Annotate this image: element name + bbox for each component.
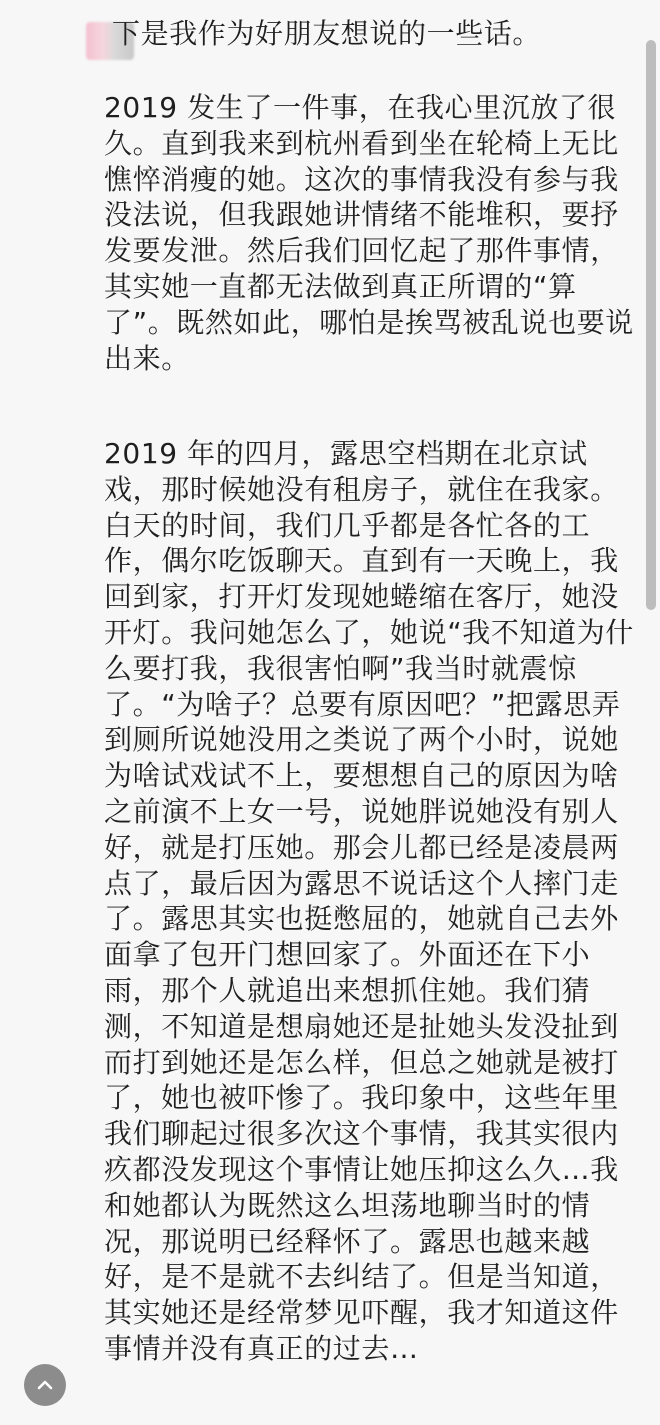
intro-line: 下是我作为好朋友想说的一些话。 (112, 17, 542, 50)
paragraph-1: 2019 发生了一件事，在我心里沉放了很久。直到我来到杭州看到坐在轮椅上无比憔悴消瘦的她。这次的事情我没有参与我没法说，但我跟她讲情绪不能堆积，要抒发要发泄。然后我们回忆起了那件事情，其实她一直都无法做到真正所谓的“算了”。既然如此，哪怕是挨骂被乱说也要说出来。 (104, 91, 634, 375)
scrollbar-thumb[interactable] (646, 40, 656, 610)
back-to-top-button[interactable] (24, 1364, 66, 1406)
paragraph-2: 2019 年的四月，露思空档期在北京试戏，那时候她没有租房子，就住在我家。白天的时间，我们几乎都是各忙各的工作，偶尔吃饭聊天。直到有一天晚上，我回到家，打开灯发现她蜷缩在客厅，她没开灯。我问她怎么了，她说“我不知道为什么要打我，我很害怕啊”我当时就震惊了。“为啥子？总要有原因吧？”把露思弄到厕所说她没用之类说了两个小时，说她为啥试戏试不上，要想想自己的原因为啥之前演不上女一号，说她胖说她没有别人好，就是打压她。那会儿都已经是凌晨两点了，最后因为露思不说话这个人摔门走了。露思其实也挺憋屈的，她就自己去外面拿了包开门想回家了。外面还在下小雨，那个人就追出来想抓住她。我们猜测，不知道是想扇她还是扯她头发没扯到而打到她还是怎么样，但总之她就是被打了，她也被吓惨了。我印象中，这些年里我们聊起过很多次这个事情，我其实很内疚都没发现这个事情让她压抑这么久…我和她都认为既然这么坦荡地聊当时的情况，那说明已经释怀了。露思也越来越好，是不是就不去纠结了。但是当知道，其实她还是经常梦见吓醒，我才知道这件事情并没有真正的过去… (104, 437, 634, 1365)
chevron-up-icon (35, 1375, 55, 1395)
